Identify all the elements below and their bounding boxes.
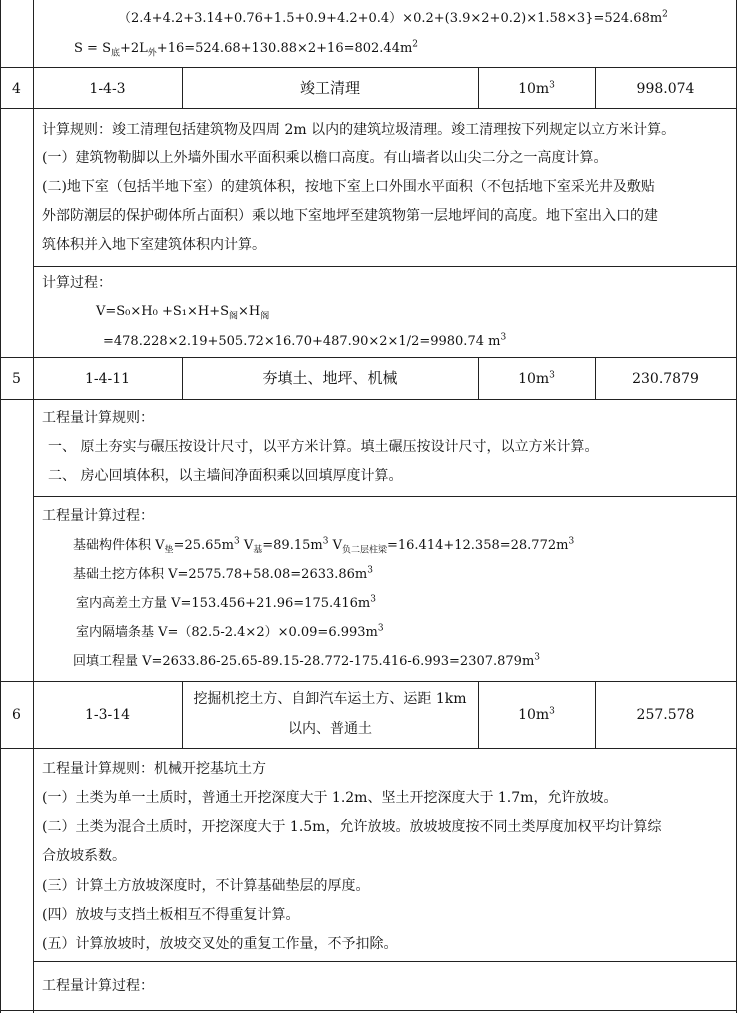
item-name: 夯填土、地坪、机械 <box>262 369 398 387</box>
rule-line: 外部防潮层的保护砌体所占面积）乘以地下室地坪至建筑物第一层地坪间的高度。地下室出入口的建 <box>42 208 658 224</box>
formula-line: $(2.4+4.2+3.14+0.76+1.5+0.9+4.2+0.4)\times 0.2+(3.9\times 2+0.2)\times 1.58\times 3\}=524.68m^2$ <box>118 9 668 26</box>
item-name: 挖掘机挖土方、自卸汽车运土方、运距 1km <box>193 691 467 707</box>
row-rule <box>33 266 737 267</box>
row-number: 5 <box>12 371 21 387</box>
row-rule <box>0 1010 737 1011</box>
rule-line: 二、 房心回填体积，以主墙间净面积乘以回填厚度计算。 <box>48 468 403 484</box>
calc-title: 工程量计算过程： <box>42 978 154 994</box>
rule-line: (四）放坡与支挡土板相互不得重复计算。 <box>42 907 300 923</box>
calc-line: 回填工程量 $V=2633.86-25.65-89.15-28.772-175.416-6.993=2307.879m^3$ <box>73 652 541 669</box>
formula-line: $S = S_底+2L_外+16=524.68+130.88\times 2+16=802.44m^2$ <box>74 39 419 59</box>
calc-line: 基础土挖方体积 $V=2575.78+58.08=2633.86m^3$ <box>73 565 373 582</box>
quota-code: 1-3-14 <box>84 707 131 723</box>
quantity: 998.074 <box>636 81 695 97</box>
rule-line: 工程量计算规则：机械开挖基坑土方 <box>42 761 266 777</box>
quota-code: 1-4-11 <box>84 371 131 387</box>
row-rule <box>0 399 737 400</box>
rule-line: 计算规则：竣工清理包括建筑物及四周 2m 以内的建筑垃圾清理。竣工清理按下列规定以立方米计算。 <box>42 122 676 138</box>
calc-line: 室内隔墙条基 $V=(82.5-2.4\times 2)\times 0.09=6.993m^3$ <box>76 623 384 640</box>
item-name: 竣工清理 <box>299 79 360 97</box>
table-border-left <box>0 0 1 1013</box>
row-rule <box>0 357 737 358</box>
rule-line: 一、 原土夯实与碾压按设计尺寸，以平方米计算。填土碾压按设计尺寸，以立方米计算。 <box>48 439 599 455</box>
quota-code: 1-4-3 <box>89 81 126 97</box>
table-border-right <box>736 0 737 1013</box>
row-rule <box>0 67 737 68</box>
rule-line: (二)地下室（包括半地下室）的建筑体积，按地下室上口外围水平面积（不包括地下室采光井及敷贴 <box>42 179 655 195</box>
calc-title: 工程量计算过程： <box>42 508 154 524</box>
unit: $10m^3$ <box>518 706 555 723</box>
row-number: 4 <box>12 81 21 97</box>
rules-title: 工程量计算规则： <box>42 410 154 426</box>
item-name: 以内、普通土 <box>288 721 372 737</box>
row-rule <box>0 748 737 749</box>
calc-line: 室内高差土方量 $V=153.456+21.96=175.416m^3$ <box>76 594 376 611</box>
rule-line: (一）建筑物勒脚以上外墙外围水平面积乘以檐口高度。有山墙者以山尖二分之一高度计算。 <box>42 150 608 166</box>
row-rule <box>33 496 737 497</box>
rule-line: 合放坡系数。 <box>42 848 126 864</box>
rule-line: (一）土类为单一土质时，普通土开挖深度大于 1.2m、坚土开挖深度大于 1.7m，允许放坡。 <box>42 790 618 806</box>
row-number: 6 <box>12 707 21 723</box>
table-border-number-col <box>33 0 34 1013</box>
rule-line: (二）土类为混合土质时，开挖深度大于 1.5m，允许放坡。放坡坡度按不同土类厚度加权平均计算综 <box>42 819 662 835</box>
rule-line: (五）计算放坡时，放坡交叉处的重复工作量，不予扣除。 <box>42 936 398 952</box>
calc-title: 计算过程： <box>42 275 112 291</box>
calc-line: 基础构件体积 $V_垫=25.65m^3$ $V_基=89.15m^3$ $V_{负二层柱梁}=16.414+12.358=28.772m^3$ <box>73 536 575 556</box>
quantity: 230.7879 <box>632 371 699 387</box>
row-rule <box>0 108 737 109</box>
rule-line: (三）计算土方放坡深度时，不计算基础垫层的厚度。 <box>42 878 370 894</box>
rule-line: 筑体积并入地下室建筑体积内计算。 <box>42 237 266 253</box>
unit: $10m^3$ <box>518 370 555 387</box>
calc-result: =478.228×2.19+505.72×16.70+487.90×2×1/2=9980.74 $m^3$ <box>103 332 507 349</box>
row-rule <box>33 961 737 962</box>
unit: $10m^3$ <box>518 80 555 97</box>
row-rule <box>0 681 737 682</box>
quantity: 257.578 <box>636 707 695 723</box>
calc-formula: $V=S_0\times H_0 +S_1\times H+S_阁\times H_阁$ <box>96 304 270 322</box>
